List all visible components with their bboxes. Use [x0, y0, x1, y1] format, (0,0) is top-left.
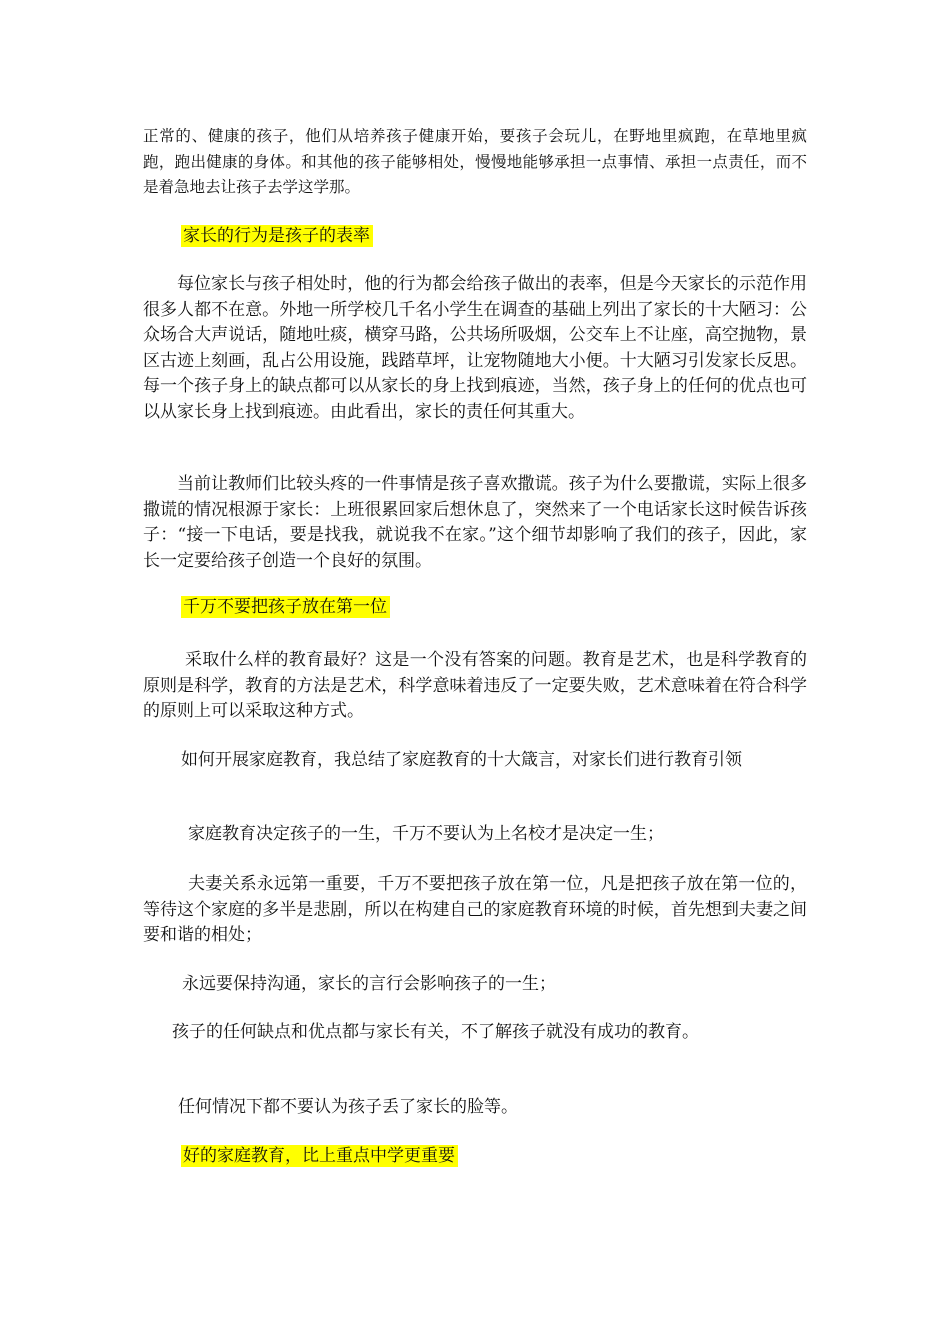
- motto-family-education: 家庭教育决定孩子的一生，千万不要认为上名校才是决定一生；: [188, 824, 664, 844]
- highlighted-heading-text: 家长的行为是孩子的表率: [181, 225, 373, 247]
- section-heading-child-not-first: [181, 595, 390, 620]
- motto-marriage-first: 夫妻关系永远第一重要，千万不要把孩子放在第一位，凡是把孩子放在第一位的，等待这个家庭的多半是悲剧，所以在构建自己的家庭教育环境的时候，首先想到夫妻之间要和谐的相处；: [143, 874, 807, 945]
- motto-communication: 永远要保持沟通，家长的言行会影响孩子的一生；: [182, 974, 556, 994]
- motto-strengths-weaknesses: 孩子的任何缺点和优点都与家长有关，不了解孩子就没有成功的教育。: [172, 1022, 699, 1042]
- motto-no-shame: 任何情况下都不要认为孩子丢了家长的脸等。: [178, 1097, 518, 1117]
- paragraph-best-education: 采取什么样的教育最好？这是一个没有答案的问题。教育是艺术，也是科学教育的原则是科学，教育的方法是艺术，科学意味着违反了一定要失败，艺术意味着在符合科学的原则上可以采取这种方式。: [143, 650, 807, 721]
- section-heading-parent-behavior: [181, 224, 373, 249]
- section-heading-good-education: [181, 1144, 458, 1169]
- paragraph-ten-mottos-intro: 如何开展家庭教育，我总结了家庭教育的十大箴言，对家长们进行教育引领: [181, 750, 742, 770]
- highlighted-heading-text: 好的家庭教育，比上重点中学更重要: [181, 1145, 458, 1167]
- paragraph-intro: 正常的、健康的孩子，他们从培养孩子健康开始，要孩子会玩儿，在野地里疯跑，在草地里疯跑，跑出健康的身体。和其他的孩子能够相处，慢慢地能够承担一点事情、承担一点责任，而不是着急地去让孩子去学这学那。: [143, 127, 807, 196]
- paragraph-lying: 当前让教师们比较头疼的一件事情是孩子喜欢撒谎。孩子为什么要撒谎，实际上很多撒谎的情况根源于家长：上班很累回家后想休息了，突然来了一个电话家长这时候告诉孩子：“接一下电话，要是找我，就说我不在家。”这个细节却影响了我们的孩子，因此，家长一定要给孩子创造一个良好的氛围。: [143, 474, 807, 571]
- highlighted-heading-text: 千万不要把孩子放在第一位: [181, 596, 390, 618]
- paragraph-parent-example: 每位家长与孩子相处时，他的行为都会给孩子做出的表率，但是今天家长的示范作用很多人都不在意。外地一所学校几千名小学生在调查的基础上列出了家长的十大陋习：公众场合大声说话，随地吐痰，横穿马路，公共场所吸烟，公交车上不让座，高空抛物，景区古迹上刻画，乱占公用设施，践踏草坪，让宠物随地大小便。十大陋习引发家长反思。每一个孩子身上的缺点都可以从家长的身上找到痕迹，当然，孩子身上的任何的优点也可以从家长身上找到痕迹。由此看出，家长的责任何其重大。: [143, 274, 807, 422]
